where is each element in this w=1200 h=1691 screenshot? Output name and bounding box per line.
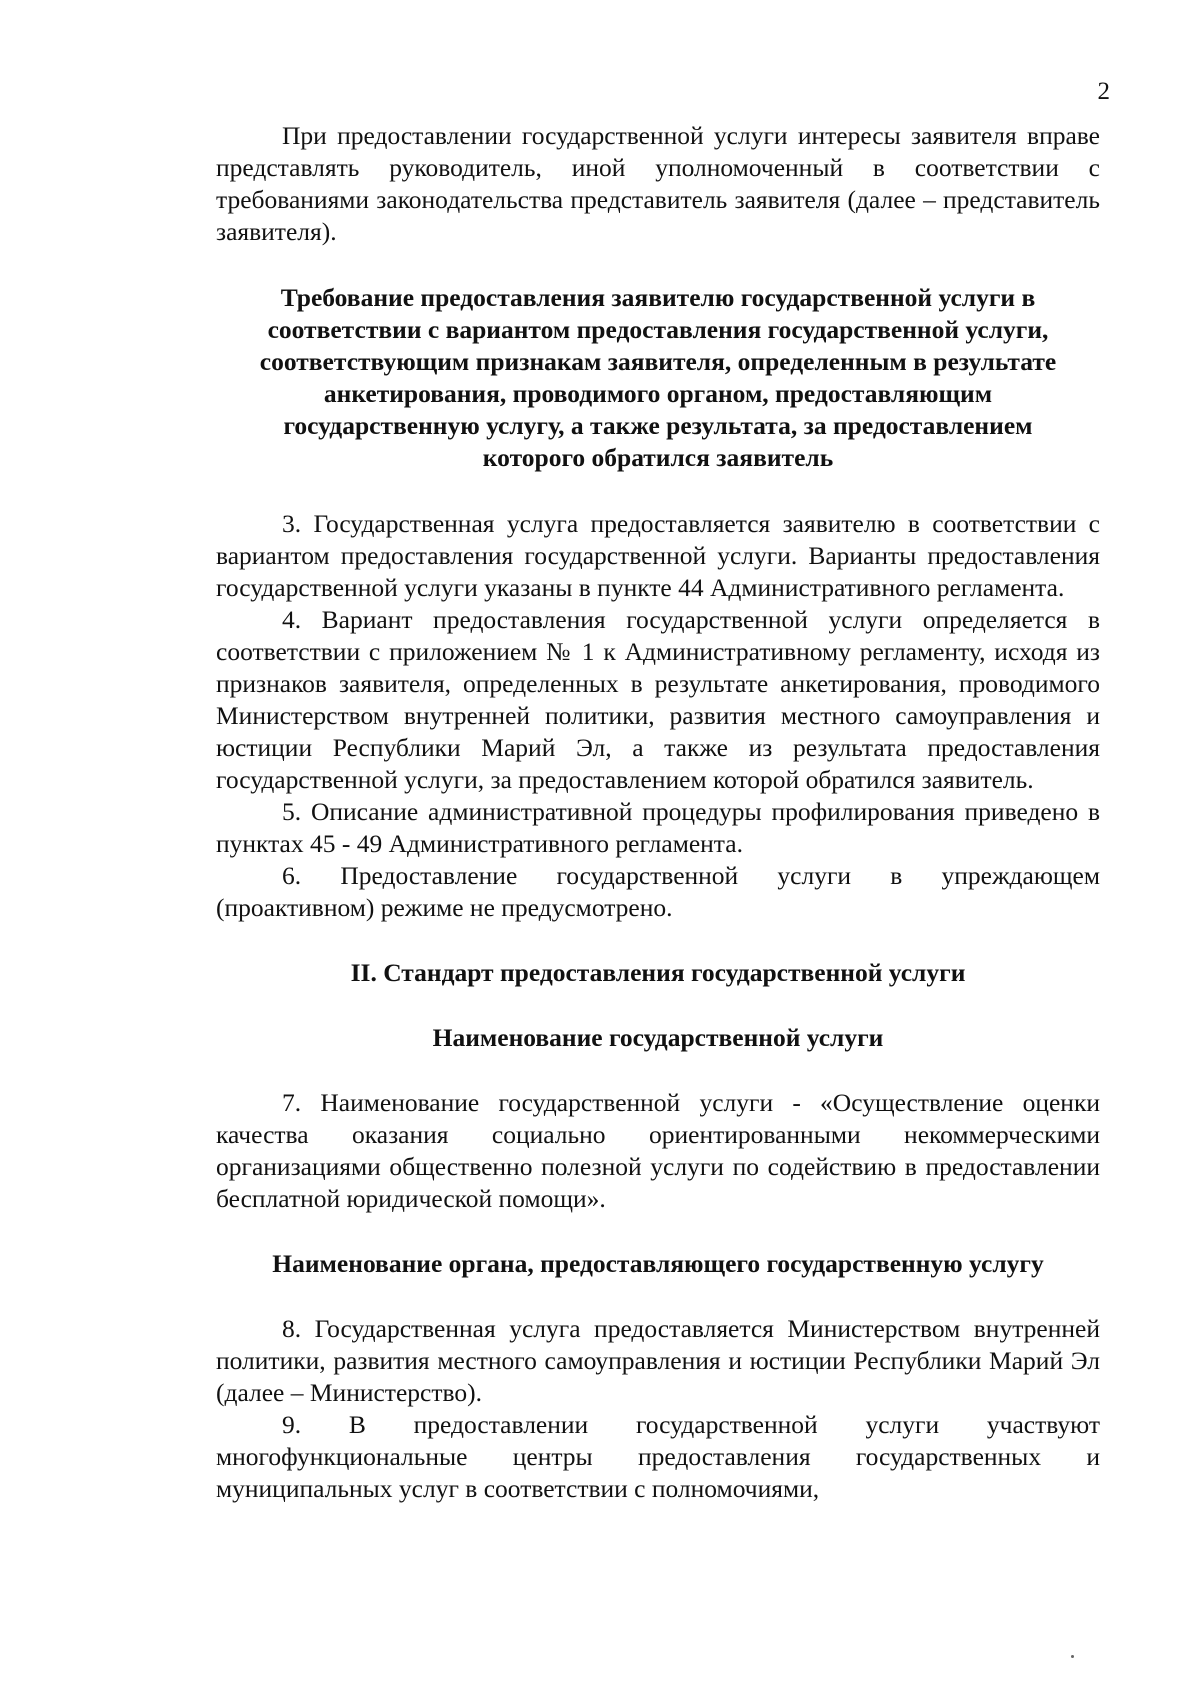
heading-section-2: II. Стандарт предоставления государственной услуги <box>350 958 966 987</box>
paragraph-8: 8. Государственная услуга предоставляется Министерством внутренней политики, развития местного самоуправления и юстиции Республики Марий Эл (далее – Министерство). <box>216 1314 1100 1407</box>
paragraph-6: 6. Предоставление государственной услуги в упреждающем (проактивном) режиме не предусмотрено. <box>216 861 1100 922</box>
document-body <box>216 120 1100 1505</box>
paragraph-3: 3. Государственная услуга предоставляется заявителю в соответствии с вариантом предоставления государственной услуги. Варианты предоставления государственной услуги указаны в пункте 44 Административного регламента. <box>216 509 1100 602</box>
heading-service-name: Наименование государственной услуги <box>432 1023 884 1052</box>
paragraph-5: 5. Описание административной процедуры профилирования приведено в пунктах 45 - 49 Административного регламента. <box>216 797 1100 858</box>
paragraph-7: 7. Наименование государственной услуги - «Осуществление оценки качества оказания социально ориентированными некоммерческими организациями общественно полезной услуги по содействию в предоставлении бесплатной юридической помощи». <box>216 1088 1100 1213</box>
scan-speck <box>1071 1655 1074 1658</box>
paragraph-9: 9. В предоставлении государственной услуги участвуют многофункциональные центры предоставления государственных и муниципальных услуг в соответствии с полномочиями, <box>216 1410 1100 1503</box>
heading-providing-body: Наименование органа, предоставляющего государственную услугу <box>272 1249 1044 1278</box>
heading-requirement: Требование предоставления заявителю государственной услуги в соответствии с вариантом предоставления государственной услуги, соответствующим признакам заявителя, определенным в результате анкетирования, проводимого органом, предоставляющим государственную услугу, а также результата, за предоставлением которого обратился заявитель <box>259 283 1057 472</box>
page-number: 2 <box>1097 78 1110 105</box>
paragraph-intro: При предоставлении государственной услуги интересы заявителя вправе представлять руководитель, иной уполномоченный в соответствии с требованиями законодательства представитель заявителя (далее – представитель заявителя). <box>216 121 1100 246</box>
paragraph-4: 4. Вариант предоставления государственной услуги определяется в соответствии с приложением № 1 к Административному регламенту, исходя из признаков заявителя, определенных в результате анкетирования, проводимого Министерством внутренней политики, развития местного самоуправления и юстиции Республики Марий Эл, а также из результата предоставления государственной услуги, за предоставлением которой обратился заявитель. <box>216 605 1100 794</box>
